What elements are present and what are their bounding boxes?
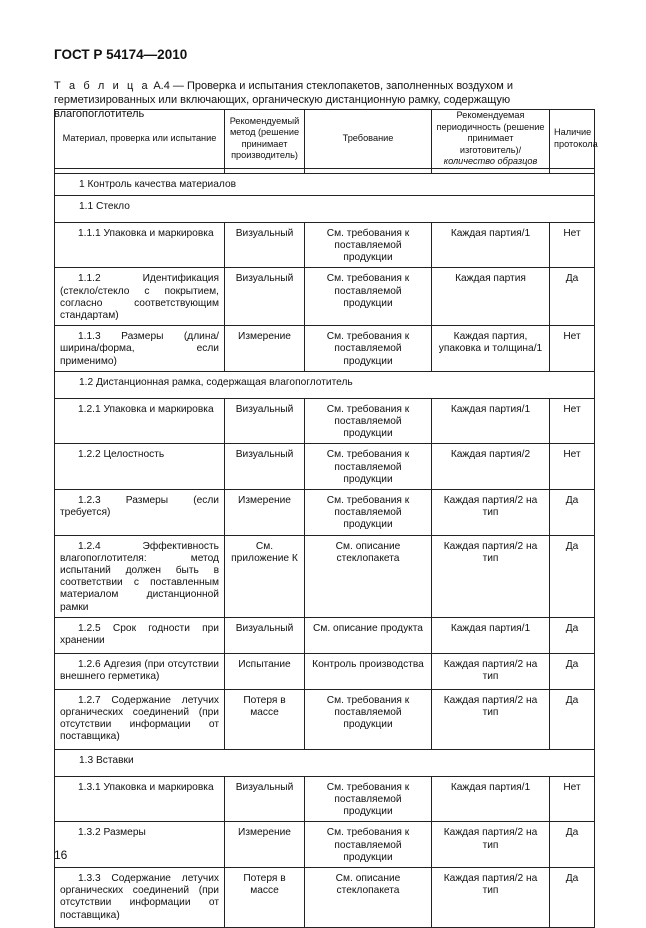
table-row (55, 535, 595, 617)
cell-requirement: См. требования к поставляемой продукции (305, 398, 432, 444)
table-row (55, 776, 595, 822)
cell-protocol: Нет (550, 326, 595, 372)
cell-material: 1.1.3 Размеры (длина/ширина/форма, если применимо) (55, 326, 225, 372)
cell-material: 1.3.1 Упаковка и маркировка (55, 776, 225, 822)
table-row (55, 822, 595, 868)
cell-requirement: См. требования к поставляемой продукции (305, 489, 432, 535)
cell-requirement: См. требования к поставляемой продукции (305, 444, 432, 490)
cell-requirement: См. описание стеклопакета (305, 868, 432, 928)
table-row (55, 444, 595, 490)
header-periodicity-italic: количество образцов (443, 156, 538, 166)
table-row (55, 617, 595, 653)
cell-method: Визуальный (225, 617, 305, 653)
cell-material: 1.2.7 Содержание летучих органических соединений (при отсутствии информации от поставщика) (55, 689, 225, 749)
cell-protocol: Да (550, 822, 595, 868)
cell-protocol: Нет (550, 222, 595, 268)
cell-method: Визуальный (225, 398, 305, 444)
cell-material: 1.3.2 Размеры (55, 822, 225, 868)
table-caption-label: Т а б л и ц а (54, 80, 151, 92)
table-row (55, 222, 595, 268)
cell-periodicity: Каждая партия/1 (432, 617, 550, 653)
table-row (55, 868, 595, 928)
cell-periodicity: Каждая партия/1 (432, 398, 550, 444)
cell-protocol: Да (550, 868, 595, 928)
cell-protocol: Да (550, 268, 595, 326)
section-row (55, 173, 595, 195)
cell-protocol: Да (550, 653, 595, 689)
cell-requirement: См. описание стеклопакета (305, 535, 432, 617)
header-periodicity-main: Рекомендуемая периодичность (решение принимает изготовитель)/ (436, 110, 545, 155)
cell-periodicity: Каждая партия/2 на тип (432, 489, 550, 535)
cell-method: Измерение (225, 822, 305, 868)
cell-method: Визуальный (225, 444, 305, 490)
cell-material: 1.2.1 Упаковка и маркировка (55, 398, 225, 444)
header-periodicity (432, 110, 550, 169)
cell-protocol: Да (550, 617, 595, 653)
cell-periodicity: Каждая партия/2 на тип (432, 535, 550, 617)
page-number: 16 (54, 848, 68, 862)
cell-periodicity: Каждая партия, упаковка и толщина/1 (432, 326, 550, 372)
cell-material: 1.2.4 Эффективность влагопоглотителя: метод испытаний должен быть в соответствии с поставленным материалом дистанционной рамки (55, 535, 225, 617)
cell-method: Визуальный (225, 776, 305, 822)
table-row (55, 489, 595, 535)
header-method: Рекомендуемый метод (решение принимает производитель) (225, 110, 305, 169)
cell-protocol: Нет (550, 776, 595, 822)
cell-method: Визуальный (225, 222, 305, 268)
cell-protocol: Да (550, 489, 595, 535)
cell-requirement: См. требования к поставляемой продукции (305, 689, 432, 749)
header-requirement: Требование (305, 110, 432, 169)
cell-periodicity: Каждая партия/2 на тип (432, 689, 550, 749)
cell-requirement: См. требования к поставляемой продукции (305, 776, 432, 822)
table-row (55, 268, 595, 326)
inspection-table (54, 109, 598, 928)
section-row (55, 749, 595, 776)
table-row (55, 689, 595, 749)
document-code: ГОСТ Р 54174—2010 (54, 47, 188, 62)
header-protocol: Наличие протокола (550, 110, 595, 169)
cell-protocol: Да (550, 689, 595, 749)
cell-material: 1.2.5 Срок годности при хранении (55, 617, 225, 653)
cell-protocol: Нет (550, 398, 595, 444)
table-caption-text: А.4 — Проверка и испытания стеклопакетов, заполненных воздухом и герметизированных или включающих, органическую дистанционную рамку, содержащую влагопоглотитель (54, 80, 514, 120)
cell-periodicity: Каждая партия (432, 268, 550, 326)
header-row (55, 110, 595, 169)
cell-periodicity: Каждая партия/2 (432, 444, 550, 490)
cell-material: 1.2.6 Адгезия (при отсутствии внешнего герметика) (55, 653, 225, 689)
section-title: 1.1 Стекло (55, 195, 595, 222)
header-material: Материал, проверка или испытание (55, 110, 225, 169)
cell-material: 1.3.3 Содержание летучих органических соединений (при отсутствии информации от поставщика) (55, 868, 225, 928)
cell-material: 1.2.2 Целостность (55, 444, 225, 490)
cell-method: Визуальный (225, 268, 305, 326)
cell-requirement: См. требования к поставляемой продукции (305, 222, 432, 268)
cell-periodicity: Каждая партия/2 на тип (432, 822, 550, 868)
section-row (55, 371, 595, 398)
cell-protocol: Нет (550, 444, 595, 490)
cell-requirement: См. требования к поставляемой продукции (305, 268, 432, 326)
cell-requirement: См. описание продукта (305, 617, 432, 653)
cell-method: См. приложение К (225, 535, 305, 617)
cell-protocol: Да (550, 535, 595, 617)
cell-method: Испытание (225, 653, 305, 689)
cell-material: 1.2.3 Размеры (если требуется) (55, 489, 225, 535)
cell-periodicity: Каждая партия/2 на тип (432, 868, 550, 928)
cell-requirement: Контроль производства (305, 653, 432, 689)
cell-requirement: См. требования к поставляемой продукции (305, 326, 432, 372)
table-row (55, 326, 595, 372)
cell-method: Потеря в массе (225, 689, 305, 749)
section-title: 1 Контроль качества материалов (55, 173, 595, 195)
section-title: 1.2 Дистанционная рамка, содержащая влагопоглотитель (55, 371, 595, 398)
section-row (55, 195, 595, 222)
cell-method: Потеря в массе (225, 868, 305, 928)
table-row (55, 398, 595, 444)
cell-requirement: См. требования к поставляемой продукции (305, 822, 432, 868)
cell-periodicity: Каждая партия/1 (432, 776, 550, 822)
cell-material: 1.1.2 Идентификация (стекло/стекло с покрытием, согласно соответствующим стандартам) (55, 268, 225, 326)
cell-method: Измерение (225, 489, 305, 535)
cell-periodicity: Каждая партия/2 на тип (432, 653, 550, 689)
section-title: 1.3 Вставки (55, 749, 595, 776)
cell-method: Измерение (225, 326, 305, 372)
cell-material: 1.1.1 Упаковка и маркировка (55, 222, 225, 268)
table-row (55, 653, 595, 689)
cell-periodicity: Каждая партия/1 (432, 222, 550, 268)
